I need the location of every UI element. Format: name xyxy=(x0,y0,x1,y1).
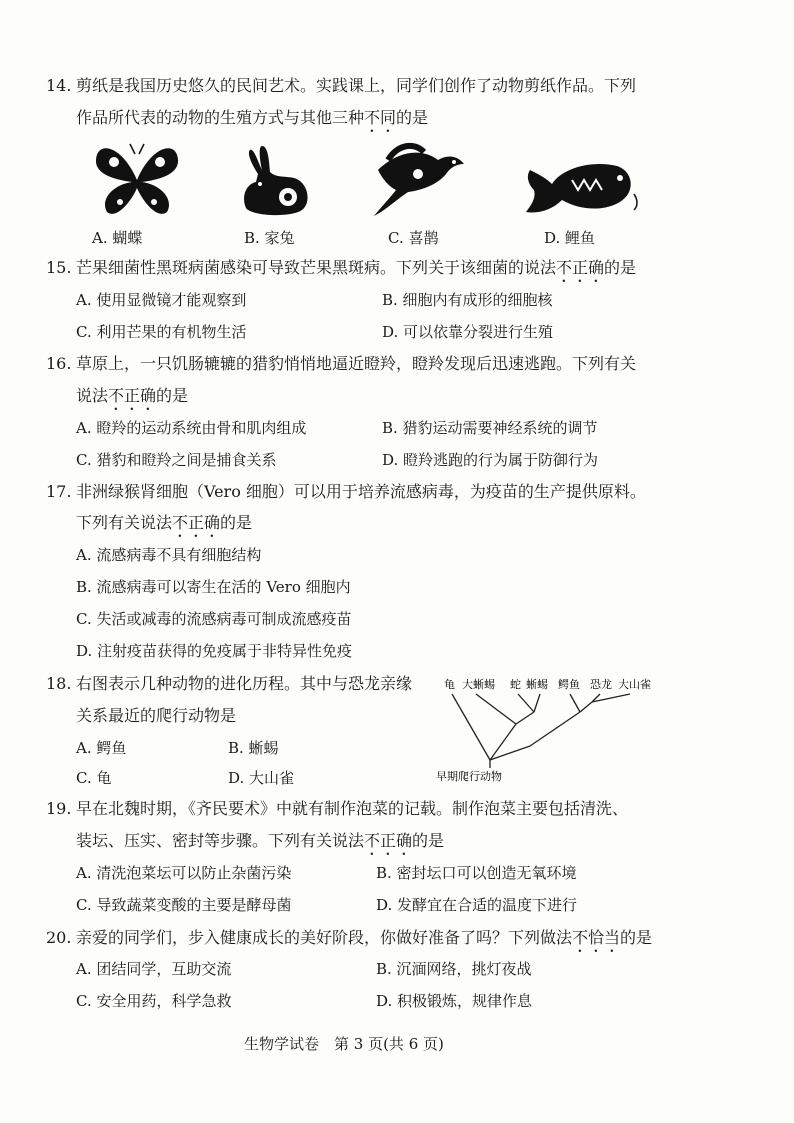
q16-stem-line1: 草原上，一只饥肠辘辘的猎豹悄悄地逼近瞪羚，瞪羚发现后迅速逃跑。下列有关 xyxy=(76,354,637,373)
q19-emphasis: 不正确 xyxy=(364,831,413,850)
q20-stem: 亲爱的同学们，步入健康成长的美好阶段，你做好准备了吗？下列做法不恰当的是 xyxy=(76,928,653,947)
q17-number: 17. xyxy=(46,482,72,501)
q20-option-d[interactable]: D. 积极锻炼，规律作息 xyxy=(376,992,533,1010)
q16-option-b[interactable]: B. 猎豹运动需要神经系统的调节 xyxy=(382,419,598,437)
q14-stem-line1: 剪纸是我国历史悠久的民间艺术。实践课上，同学们创作了动物剪纸作品。下列 xyxy=(76,76,637,95)
tree-tip-lizard: 蜥蜴 xyxy=(526,678,548,691)
q15-option-c[interactable]: C. 利用芒果的有机物生活 xyxy=(76,323,247,341)
q17-option-a[interactable]: A. 流感病毒不具有细胞结构 xyxy=(76,546,262,564)
q14-stem-line2: 作品所代表的动物的生殖方式与其他三种不同的是 xyxy=(76,108,429,127)
q18-stem-line2: 关系最近的爬行动物是 xyxy=(76,706,237,725)
q19-number: 19. xyxy=(46,799,72,818)
q18-number: 18. xyxy=(46,674,72,693)
q18-option-c[interactable]: C. 龟 xyxy=(76,769,112,787)
q15-option-a[interactable]: A. 使用显微镜才能观察到 xyxy=(76,291,247,309)
q18-option-b[interactable]: B. 蜥蜴 xyxy=(228,739,279,757)
q20-option-a[interactable]: A. 团结同学，互助交流 xyxy=(76,960,232,978)
q15-stem: 芒果细菌性黑斑病菌感染可导致芒果黑斑病。下列关于该细菌的说法不正确的是 xyxy=(76,258,637,277)
q19-option-c[interactable]: C. 导致蔬菜变酸的主要是酵母菌 xyxy=(76,896,292,914)
q17-option-b[interactable]: B. 流感病毒可以寄生在活的 Vero 细胞内 xyxy=(76,578,351,596)
tree-root-label: 早期爬行动物 xyxy=(436,770,502,783)
carp-papercut-icon xyxy=(522,150,640,218)
q19-stem-line1: 早在北魏时期，《齐民要术》中就有制作泡菜的记载。制作泡菜主要包括清洗、 xyxy=(76,799,629,818)
q20-option-c[interactable]: C. 安全用药，科学急救 xyxy=(76,992,232,1010)
q14-option-a[interactable]: A. 蝴蝶 xyxy=(92,229,143,247)
q14-number: 14. xyxy=(46,76,72,95)
q16-number: 16. xyxy=(46,354,72,373)
q15-option-b[interactable]: B. 细胞内有成形的细胞核 xyxy=(382,291,553,309)
tree-tip-dinosaur: 恐龙 xyxy=(590,678,612,691)
magpie-papercut-icon xyxy=(368,140,468,220)
q18-option-a[interactable]: A. 鳄鱼 xyxy=(76,739,127,757)
tree-branches xyxy=(452,694,630,768)
q15-emphasis: 不正确 xyxy=(556,258,605,277)
tree-tip-big-lizard: 大蜥蜴 xyxy=(462,678,495,691)
q15-option-d[interactable]: D. 可以依靠分裂进行生殖 xyxy=(382,323,554,341)
q15-number: 15. xyxy=(46,258,72,277)
butterfly-papercut-icon xyxy=(92,140,182,220)
q14-option-b[interactable]: B. 家兔 xyxy=(244,229,295,247)
tree-tip-snake: 蛇 xyxy=(510,678,521,691)
rabbit-papercut-icon xyxy=(236,142,316,220)
q19-stem-line2: 装坛、压实、密封等步骤。下列有关说法不正确的是 xyxy=(76,831,445,850)
q20-emphasis: 不恰当 xyxy=(572,928,621,947)
q19-option-b[interactable]: B. 密封坛口可以创造无氧环境 xyxy=(376,864,577,882)
q17-stem-line2: 下列有关说法不正确的是 xyxy=(76,513,253,532)
q18-stem-line1: 右图表示几种动物的进化历程。其中与恐龙亲缘 xyxy=(76,674,413,693)
tree-tip-great-tit: 大山雀 xyxy=(618,678,651,691)
tree-tip-turtle: 龟 xyxy=(444,678,455,691)
q17-emphasis: 不正确 xyxy=(172,513,221,532)
q17-option-d[interactable]: D. 注射疫苗获得的免疫属于非特异性免疫 xyxy=(76,642,353,660)
q18-option-d[interactable]: D. 大山雀 xyxy=(228,769,295,787)
q14-option-d[interactable]: D. 鲤鱼 xyxy=(544,229,596,247)
q16-emphasis: 不正确 xyxy=(108,386,157,405)
q19-option-a[interactable]: A. 清洗泡菜坛可以防止杂菌污染 xyxy=(76,864,292,882)
page-footer: 生物学试卷 第 3 页(共 6 页) xyxy=(244,1035,444,1053)
q19-option-d[interactable]: D. 发酵宜在合适的温度下进行 xyxy=(376,896,578,914)
q16-option-d[interactable]: D. 瞪羚逃跑的行为属于防御行为 xyxy=(382,451,599,469)
q14-emphasis: 不同 xyxy=(364,108,397,127)
q16-option-c[interactable]: C. 猎豹和瞪羚之间是捕食关系 xyxy=(76,451,277,469)
tree-tip-crocodile: 鳄鱼 xyxy=(558,678,580,691)
q14-option-c[interactable]: C. 喜鹊 xyxy=(388,229,439,247)
evolution-tree-diagram xyxy=(430,672,680,784)
q16-stem-line2: 说法不正确的是 xyxy=(76,386,189,405)
q17-stem-line1: 非洲绿猴肾细胞（Vero 细胞）可以用于培养流感病毒，为疫苗的生产提供原料。 xyxy=(76,482,646,501)
q20-option-b[interactable]: B. 沉湎网络，挑灯夜战 xyxy=(376,960,532,978)
q16-option-a[interactable]: A. 瞪羚的运动系统由骨和肌肉组成 xyxy=(76,419,307,437)
q20-number: 20. xyxy=(46,928,72,947)
q17-option-c[interactable]: C. 失活或减毒的流感病毒可制成流感疫苗 xyxy=(76,610,352,628)
